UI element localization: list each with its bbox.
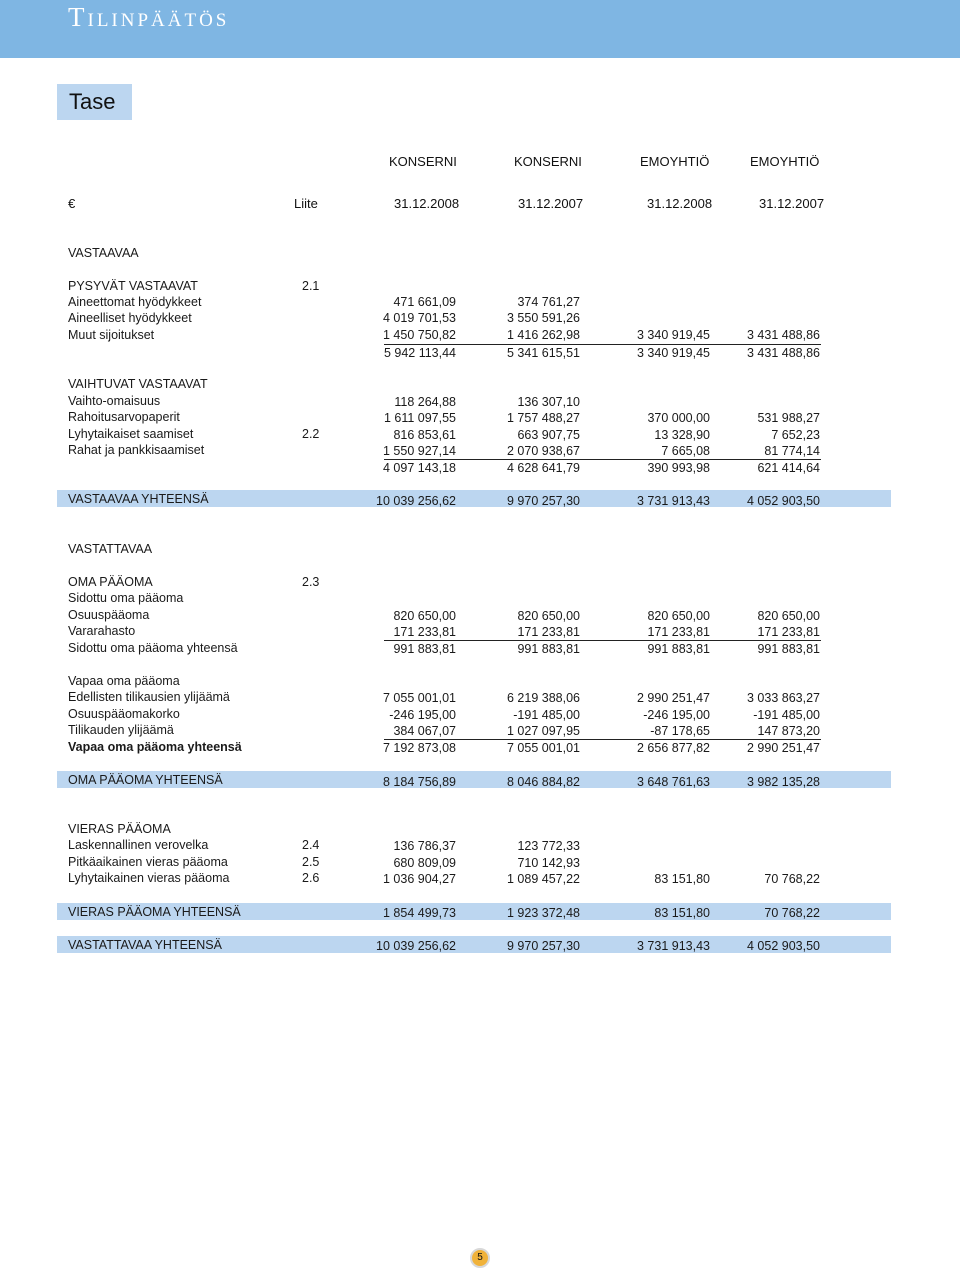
cell: 3 550 591,26 <box>507 311 580 325</box>
cell: 118 264,88 <box>394 395 456 409</box>
row-label: Osuuspääomakorko <box>68 707 180 721</box>
cell: -191 485,00 <box>753 708 820 722</box>
row-label: Vaihto-omaisuus <box>68 394 161 408</box>
cell: 2 656 877,82 <box>637 741 710 755</box>
cell: 5 341 615,51 <box>507 346 580 360</box>
total-cell: 3 982 135,28 <box>747 775 820 789</box>
cell: 171 233,81 <box>393 625 456 639</box>
note-header: Liite <box>294 196 318 211</box>
row-label: Lyhytaikaiset saamiset <box>68 427 194 441</box>
total-cell: 8 046 884,82 <box>507 775 580 789</box>
cell: -191 485,00 <box>513 708 580 722</box>
col1-date: 31.12.2008 <box>394 196 460 211</box>
row-label: PYSYVÄT VASTAAVAT <box>68 279 198 293</box>
cell: 171 233,81 <box>647 625 710 639</box>
cell: 374 761,27 <box>517 295 580 309</box>
cell: 4 019 701,53 <box>383 311 456 325</box>
cell: 1 027 097,95 <box>507 724 580 738</box>
row-label: OMA PÄÄOMA <box>68 575 153 589</box>
cell: 4 628 641,79 <box>507 461 580 475</box>
cell: 1 036 904,27 <box>383 872 456 886</box>
cell: 4 097 143,18 <box>383 461 456 475</box>
total-cell: 3 731 913,43 <box>637 939 710 953</box>
row-label: VAIHTUVAT VASTAAVAT <box>68 377 208 391</box>
cell: -87 178,65 <box>650 724 710 738</box>
row-label: VASTAAVAA <box>68 246 139 260</box>
row-label: Vapaa oma pääoma <box>68 674 180 688</box>
total-label: VASTAAVAA YHTEENSÄ <box>68 492 209 506</box>
cell: 710 142,93 <box>517 856 580 870</box>
total-cell: 9 970 257,30 <box>507 939 580 953</box>
total-cell: 9 970 257,30 <box>507 494 580 508</box>
currency-symbol: € <box>68 196 76 211</box>
cell: 2 990 251,47 <box>637 691 710 705</box>
row-label: Rahat ja pankkisaamiset <box>68 443 205 457</box>
row-label: Laskennallinen verovelka <box>68 838 209 852</box>
cell: 3 431 488,86 <box>747 346 820 360</box>
row-label: Osuuspääoma <box>68 608 150 622</box>
row-note: 2.1 <box>302 279 320 293</box>
row-label: VIERAS PÄÄOMA <box>68 822 171 836</box>
cell: 13 328,90 <box>654 428 710 442</box>
cell: -246 195,00 <box>389 708 456 722</box>
section-title: Tase <box>69 89 116 114</box>
cell: 3 340 919,45 <box>637 346 710 360</box>
cell: 991 883,81 <box>647 642 710 656</box>
cell: 7 652,23 <box>771 428 820 442</box>
cell: 7 055 001,01 <box>507 741 580 755</box>
col3-date: 31.12.2008 <box>647 196 713 211</box>
cell: 136 307,10 <box>517 395 580 409</box>
section-title-box <box>57 84 132 120</box>
cell: 820 650,00 <box>647 609 710 623</box>
cell: 471 661,09 <box>393 295 456 309</box>
cell: 147 873,20 <box>757 724 820 738</box>
row-label: Tilikauden ylijäämä <box>68 723 174 737</box>
row-label: Lyhytaikainen vieras pääoma <box>68 871 230 885</box>
col4-date: 31.12.2007 <box>759 196 825 211</box>
total-cell: 3 648 761,63 <box>637 775 710 789</box>
total-label: VASTATTAVAA YHTEENSÄ <box>68 938 222 952</box>
col2-entity: KONSERNI <box>514 154 582 169</box>
cell: 7 192 873,08 <box>383 741 456 755</box>
row-note: 2.4 <box>302 838 320 852</box>
cell: 991 883,81 <box>757 642 820 656</box>
cell: 171 233,81 <box>517 625 580 639</box>
row-label: VASTATTAVAA <box>68 542 153 556</box>
cell: 6 219 388,06 <box>507 691 580 705</box>
cell: 816 853,61 <box>393 428 456 442</box>
banner-title: Tilinpäätös <box>68 2 230 32</box>
total-cell: 1 854 499,73 <box>383 906 456 920</box>
row-label: Pitkäaikainen vieras pääoma <box>68 855 228 869</box>
cell: 136 786,37 <box>393 839 456 853</box>
cell: 531 988,27 <box>757 411 820 425</box>
cell: 1 089 457,22 <box>507 872 580 886</box>
row-label: Sidottu oma pääoma yhteensä <box>68 641 238 655</box>
cell: 83 151,80 <box>654 872 710 886</box>
cell: 81 774,14 <box>764 444 820 458</box>
row-label: Rahoitusarvopaperit <box>68 410 180 424</box>
row-label: Edellisten tilikausien ylijäämä <box>68 690 230 704</box>
cell: 7 055 001,01 <box>383 691 456 705</box>
col2-date: 31.12.2007 <box>518 196 584 211</box>
cell: 991 883,81 <box>393 642 456 656</box>
cell: 2 070 938,67 <box>507 444 580 458</box>
cell: 663 907,75 <box>517 428 580 442</box>
total-cell: 10 039 256,62 <box>376 494 456 508</box>
cell: 1 416 262,98 <box>507 328 580 342</box>
row-note: 2.6 <box>302 871 320 885</box>
cell: 70 768,22 <box>764 872 820 886</box>
total-cell: 4 052 903,50 <box>747 939 820 953</box>
total-cell: 83 151,80 <box>654 906 710 920</box>
cell: 820 650,00 <box>393 609 456 623</box>
cell: -246 195,00 <box>643 708 710 722</box>
total-cell: 8 184 756,89 <box>383 775 456 789</box>
row-label: Sidottu oma pääoma <box>68 591 184 605</box>
row-note: 2.3 <box>302 575 320 589</box>
row-label: Vararahasto <box>68 624 136 638</box>
row-label: Vapaa oma pääoma yhteensä <box>68 740 242 754</box>
cell: 820 650,00 <box>517 609 580 623</box>
cell: 7 665,08 <box>661 444 710 458</box>
cell: 370 000,00 <box>647 411 710 425</box>
cell: 3 340 919,45 <box>637 328 710 342</box>
cell: 680 809,09 <box>393 856 456 870</box>
cell: 1 611 097,55 <box>383 411 456 425</box>
row-label: Aineettomat hyödykkeet <box>68 295 202 309</box>
total-cell: 3 731 913,43 <box>637 494 710 508</box>
col4-entity: EMOYHTIÖ <box>750 154 820 169</box>
col3-entity: EMOYHTIÖ <box>640 154 710 169</box>
cell: 1 757 488,27 <box>507 411 580 425</box>
cell: 123 772,33 <box>517 839 580 853</box>
cell: 2 990 251,47 <box>747 741 820 755</box>
total-cell: 70 768,22 <box>764 906 820 920</box>
row-note: 2.5 <box>302 855 320 869</box>
header-banner <box>0 0 960 58</box>
total-cell: 4 052 903,50 <box>747 494 820 508</box>
total-label: VIERAS PÄÄOMA YHTEENSÄ <box>68 905 241 919</box>
cell: 3 033 863,27 <box>747 691 820 705</box>
row-label: Aineelliset hyödykkeet <box>68 311 192 325</box>
page-number: 5 <box>470 1248 490 1268</box>
cell: 621 414,64 <box>757 461 820 475</box>
cell: 1 450 750,82 <box>383 328 456 342</box>
cell: 3 431 488,86 <box>747 328 820 342</box>
cell: 390 993,98 <box>647 461 710 475</box>
cell: 991 883,81 <box>517 642 580 656</box>
cell: 171 233,81 <box>757 625 820 639</box>
total-cell: 1 923 372,48 <box>507 906 580 920</box>
col1-entity: KONSERNI <box>389 154 457 169</box>
cell: 1 550 927,14 <box>383 444 456 458</box>
total-label: OMA PÄÄOMA YHTEENSÄ <box>68 773 223 787</box>
row-note: 2.2 <box>302 427 320 441</box>
total-cell: 10 039 256,62 <box>376 939 456 953</box>
cell: 384 067,07 <box>393 724 456 738</box>
cell: 5 942 113,44 <box>383 346 456 360</box>
cell: 820 650,00 <box>757 609 820 623</box>
row-label: Muut sijoitukset <box>68 328 155 342</box>
